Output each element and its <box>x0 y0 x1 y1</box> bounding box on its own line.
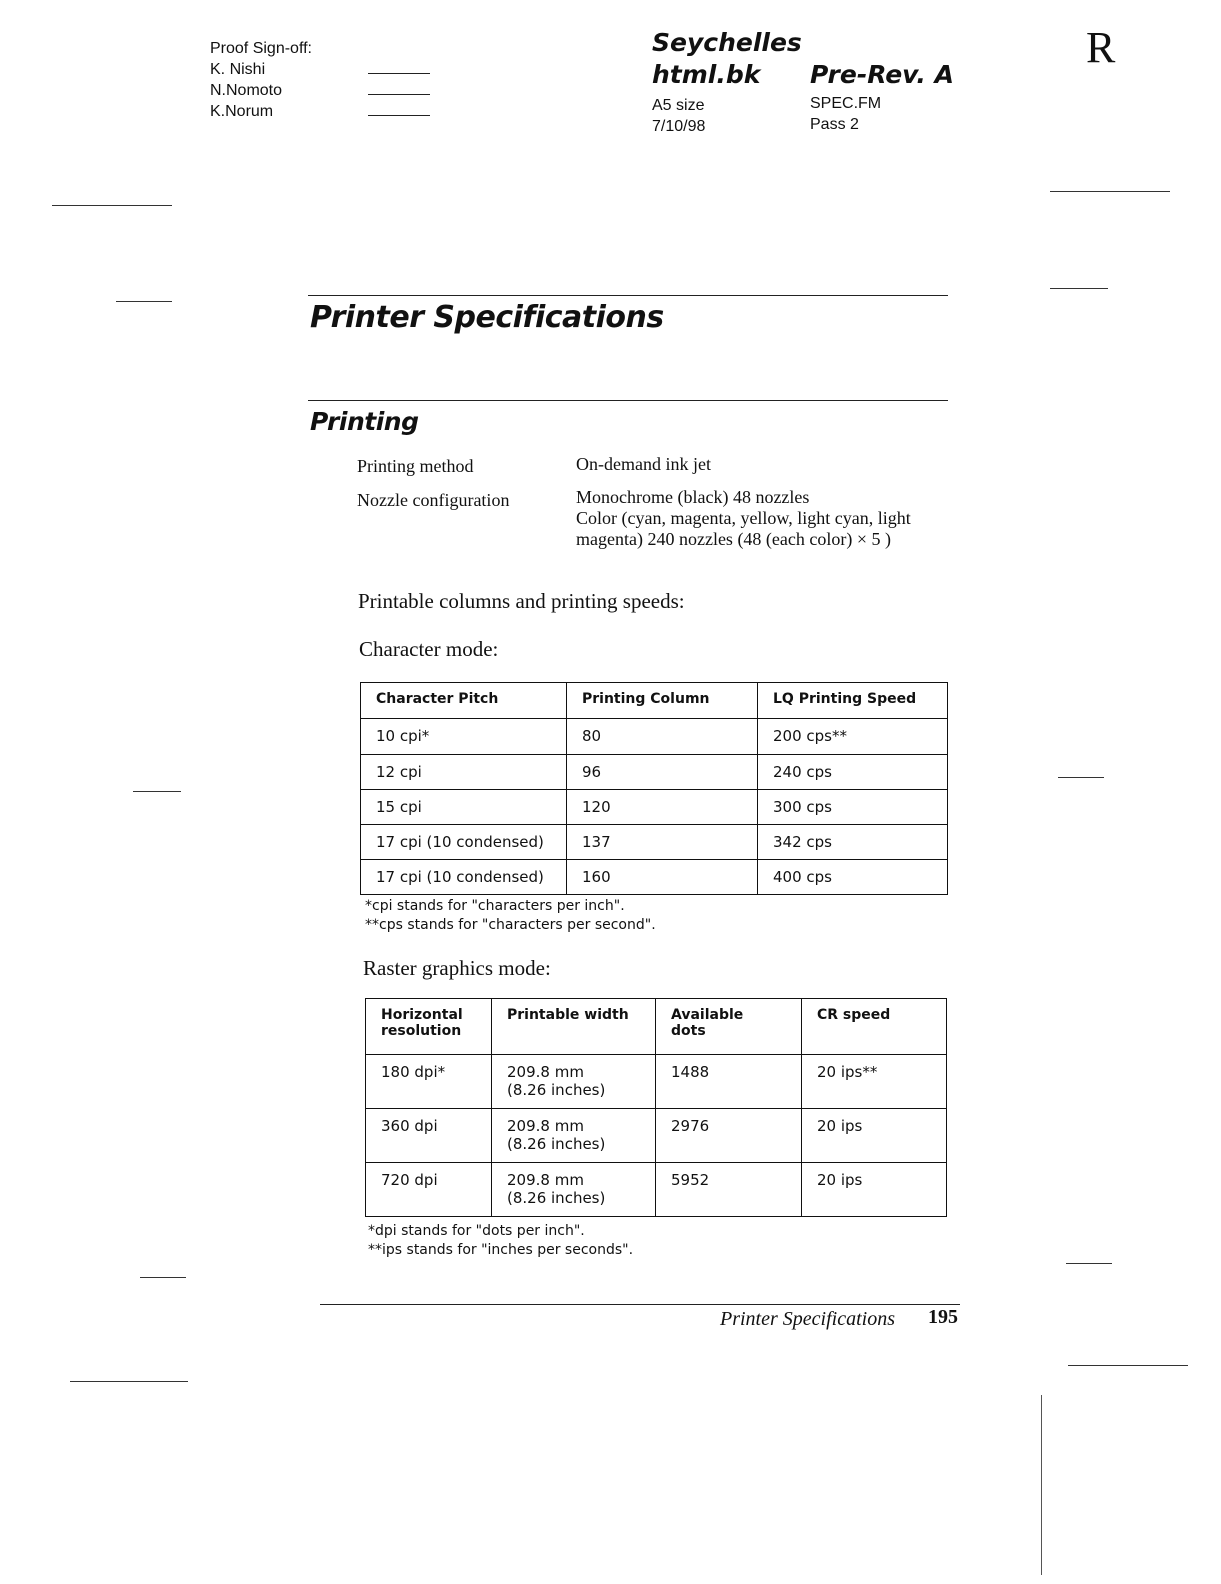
signoff-name: K. Nishi <box>210 61 266 78</box>
pass-number: Pass 2 <box>810 116 859 133</box>
cell-line: 1488 <box>671 1063 710 1081</box>
crop-mark <box>1041 1395 1042 1575</box>
spec-label: Nozzle configuration <box>357 490 510 510</box>
signoff-title: Proof Sign-off: <box>210 40 312 57</box>
table-cell <box>492 1055 656 1109</box>
table-row <box>366 1055 947 1109</box>
chapter-rule <box>308 295 948 296</box>
footnote: *cpi stands for "characters per inch". <box>365 898 625 914</box>
table-row <box>366 1163 947 1217</box>
book-name: html.bk <box>652 60 761 89</box>
cell-line: (8.26 inches) <box>507 1081 606 1099</box>
table-cell: 120 <box>567 790 758 825</box>
table-cell <box>802 1163 947 1217</box>
spec-value <box>576 487 911 550</box>
section-rule <box>308 400 948 401</box>
table-header-cell: LQ Printing Speed <box>758 683 948 719</box>
proof-signoff <box>210 38 312 122</box>
crop-mark <box>1066 1263 1112 1264</box>
table-cell <box>802 1109 947 1163</box>
spec-value-line: Color (cyan, magenta, yellow, light cyan, light <box>576 508 911 528</box>
table-cell <box>366 1109 492 1163</box>
crop-mark <box>1058 777 1104 778</box>
table-row <box>361 825 948 860</box>
date: 7/10/98 <box>652 118 706 135</box>
footer-title: Printer Specifications <box>720 1308 895 1330</box>
file-name: SPEC.FM <box>810 95 882 112</box>
intro-text: Printable columns and printing speeds: <box>358 589 685 613</box>
table-header-cell <box>656 999 802 1055</box>
crop-mark <box>1050 288 1108 289</box>
table-cell <box>656 1055 802 1109</box>
table-cell <box>802 1055 947 1109</box>
table-header-row <box>361 683 948 719</box>
table-cell: 300 cps <box>758 790 948 825</box>
signoff-line <box>368 94 430 95</box>
crop-mark <box>140 1277 186 1278</box>
table-header-cell: Character Pitch <box>361 683 567 719</box>
header-line: Printable width <box>507 1007 629 1023</box>
table-cell: 12 cpi <box>361 755 567 790</box>
signoff-name: K.Norum <box>210 103 274 120</box>
header-line: dots <box>671 1023 706 1039</box>
table-cell: 17 cpi (10 condensed) <box>361 860 567 895</box>
footnote: *dpi stands for "dots per inch". <box>368 1223 585 1239</box>
page-number: 195 <box>928 1306 958 1328</box>
header-line: Available <box>671 1007 744 1023</box>
table-cell: 342 cps <box>758 825 948 860</box>
footnote: **cps stands for "characters per second". <box>365 917 656 933</box>
table-row <box>361 719 948 755</box>
crop-mark <box>1050 191 1170 192</box>
footer-rule <box>320 1304 960 1305</box>
table-cell <box>656 1109 802 1163</box>
char-mode-footnotes <box>365 897 656 935</box>
table-cell <box>656 1163 802 1217</box>
table-header-cell <box>492 999 656 1055</box>
crop-mark <box>116 301 172 302</box>
cell-line: 5952 <box>671 1171 710 1189</box>
raster-mode-footnotes <box>368 1222 633 1260</box>
spec-value <box>576 454 711 475</box>
header-line: resolution <box>381 1023 462 1039</box>
char-mode-table <box>360 682 948 895</box>
header-line: Horizontal <box>381 1007 463 1023</box>
crop-mark <box>52 205 172 206</box>
cell-line: 360 dpi <box>381 1117 438 1135</box>
table-row <box>366 1109 947 1163</box>
paper-size: A5 size <box>652 97 705 114</box>
cell-line: (8.26 inches) <box>507 1189 606 1207</box>
raster-mode-caption: Raster graphics mode: <box>363 956 551 980</box>
table-cell <box>492 1109 656 1163</box>
table-cell <box>492 1163 656 1217</box>
table-cell: 10 cpi* <box>361 719 567 755</box>
signoff-line <box>368 73 430 74</box>
table-cell: 400 cps <box>758 860 948 895</box>
crop-mark <box>1068 1365 1188 1366</box>
spec-value-line: magenta) 240 nozzles (48 (each color) × 5 ) <box>576 529 892 549</box>
table-cell <box>366 1055 492 1109</box>
table-cell <box>366 1163 492 1217</box>
cell-line: 720 dpi <box>381 1171 438 1189</box>
raster-mode-table <box>365 998 947 1217</box>
footnote: **ips stands for "inches per seconds". <box>368 1242 634 1258</box>
table-row <box>361 790 948 825</box>
spec-value-line: Monochrome (black) 48 nozzles <box>576 487 810 507</box>
signoff-name: N.Nomoto <box>210 82 283 99</box>
signoff-line <box>368 115 430 116</box>
table-header-cell <box>802 999 947 1055</box>
table-header-row <box>366 999 947 1055</box>
table-cell: 96 <box>567 755 758 790</box>
spec-value-line: On-demand ink jet <box>576 454 711 474</box>
header-line: CR speed <box>817 1007 891 1023</box>
project-name: Seychelles <box>652 28 802 57</box>
table-cell: 80 <box>567 719 758 755</box>
revision: Pre-Rev. A <box>810 60 954 89</box>
cell-line: 2976 <box>671 1117 710 1135</box>
cell-line: 20 ips <box>817 1171 863 1189</box>
cell-line: 209.8 mm <box>507 1171 584 1189</box>
crop-mark <box>70 1381 188 1382</box>
crop-mark <box>133 791 181 792</box>
table-cell: 200 cps** <box>758 719 948 755</box>
cell-line: 20 ips <box>817 1117 863 1135</box>
chapter-title: Printer Specifications <box>310 300 664 335</box>
table-row <box>361 755 948 790</box>
table-header-cell <box>366 999 492 1055</box>
cell-line: 180 dpi* <box>381 1063 446 1081</box>
section-title: Printing <box>310 407 419 436</box>
table-cell: 15 cpi <box>361 790 567 825</box>
table-cell: 137 <box>567 825 758 860</box>
table-row <box>361 860 948 895</box>
cell-line: 209.8 mm <box>507 1063 584 1081</box>
char-mode-caption: Character mode: <box>359 637 499 661</box>
cell-line: 209.8 mm <box>507 1117 584 1135</box>
registration-mark: R <box>1086 23 1116 72</box>
table-cell: 160 <box>567 860 758 895</box>
cell-line: 20 ips** <box>817 1063 878 1081</box>
table-header-cell: Printing Column <box>567 683 758 719</box>
cell-line: (8.26 inches) <box>507 1135 606 1153</box>
table-cell: 17 cpi (10 condensed) <box>361 825 567 860</box>
table-cell: 240 cps <box>758 755 948 790</box>
spec-label: Printing method <box>357 456 474 476</box>
